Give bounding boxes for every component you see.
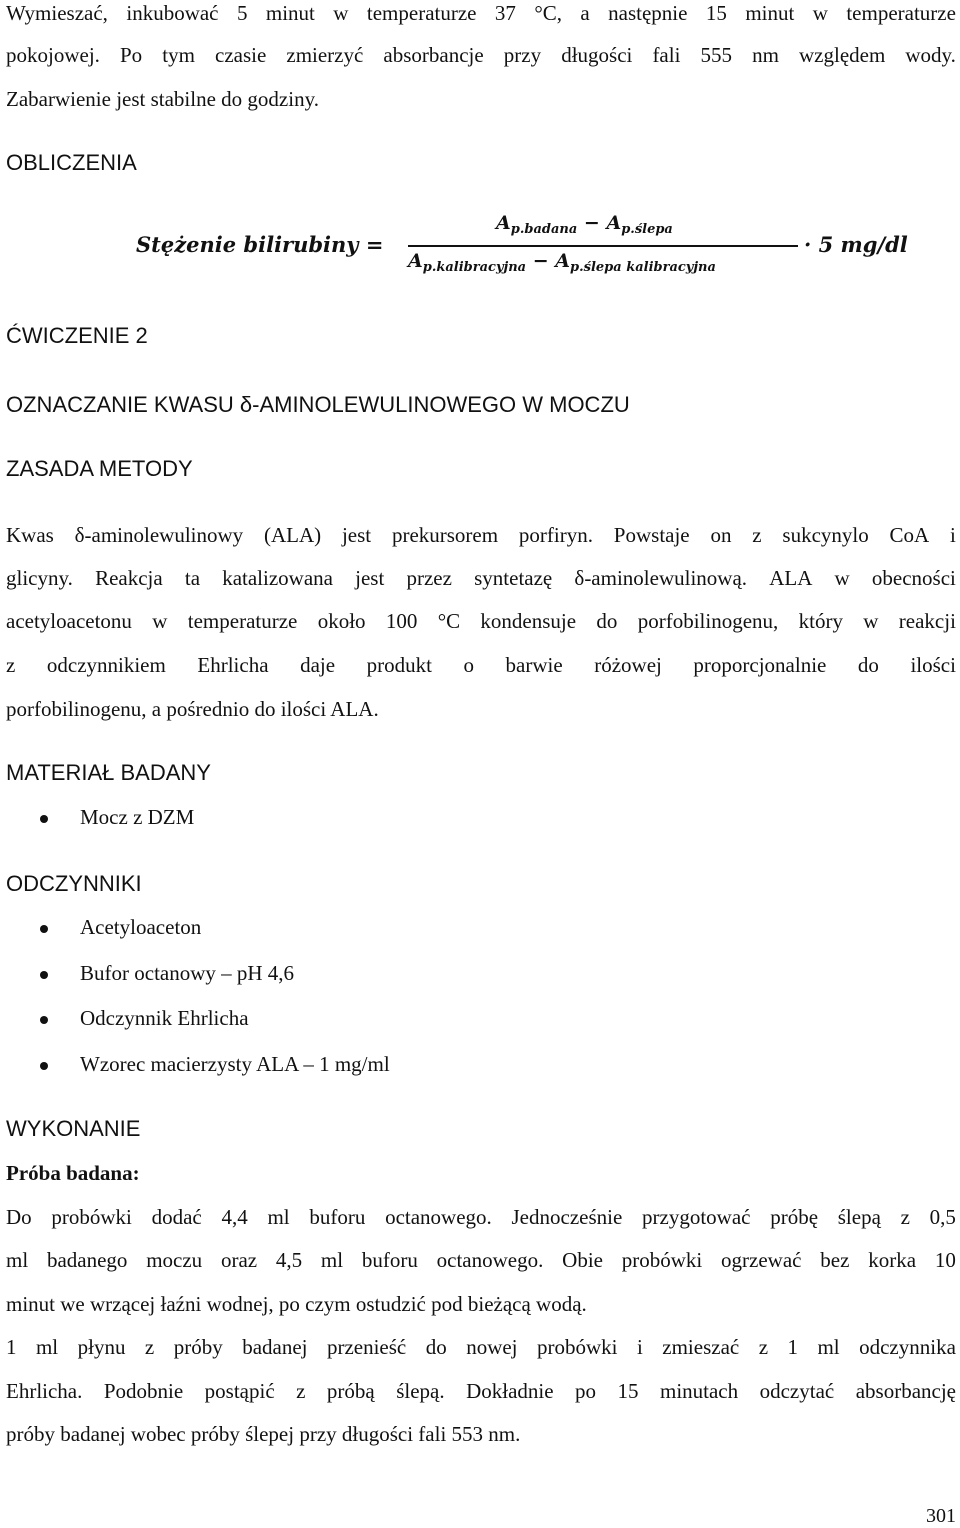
word: ślepą [837, 1205, 881, 1229]
word: z [752, 523, 762, 547]
word: badanego [46, 1248, 128, 1272]
word: 1 [6, 1335, 17, 1359]
word: zmierzyć [286, 43, 364, 67]
word: nm [752, 43, 779, 67]
word: on [710, 523, 732, 547]
word: ml [817, 1335, 840, 1359]
word: badanej [242, 1335, 308, 1359]
principle-line-3 [6, 609, 956, 634]
word: porfiryn. [518, 523, 593, 547]
word: ml [267, 1205, 290, 1229]
word: z [900, 1205, 910, 1229]
procedure-line-2 [6, 1248, 956, 1273]
word: Do [6, 1205, 32, 1229]
word: jest [341, 523, 372, 547]
word: minutach [659, 1379, 739, 1403]
word: sukcynylo [782, 523, 869, 547]
word: proporcjonalnie [693, 653, 827, 677]
word: barwie [505, 653, 563, 677]
word: około [317, 609, 366, 633]
word: do [596, 609, 618, 633]
word: 15 [617, 1379, 639, 1403]
intro-line-1 [6, 1, 956, 26]
formula-rhs: · 5 mg/dl [804, 232, 908, 257]
word: kondensuje [480, 609, 577, 633]
word: długości [561, 43, 633, 67]
word: temperaturze [846, 1, 956, 25]
word: ogrzewać [721, 1248, 802, 1272]
word: ml [320, 1248, 344, 1272]
bullet-dot [40, 1016, 48, 1024]
word: Obie [562, 1248, 603, 1272]
principle-line-5: porfobilinogenu, a pośrednio do ilości ALA. [6, 697, 379, 721]
word: następnie [608, 1, 688, 25]
word: o [463, 653, 474, 677]
word: Wymieszać, [6, 1, 108, 25]
word: Podobnie [103, 1379, 184, 1403]
word: w [152, 609, 168, 633]
reagent-item: Wzorec macierzysty ALA – 1 mg/ml [80, 1052, 390, 1076]
word: 37 [494, 1, 516, 25]
word: ml [35, 1335, 59, 1359]
word: Powstaje [613, 523, 690, 547]
word: z [296, 1379, 306, 1403]
word: δ-aminolewulinowy [74, 523, 244, 547]
word: ALA [769, 566, 813, 590]
word: do [857, 653, 879, 677]
reagents-heading: ODCZYNNIKI [6, 871, 142, 896]
word: wody. [905, 43, 956, 67]
word: octanowego. [436, 1248, 544, 1272]
word: ta [184, 566, 201, 590]
word: fali [652, 43, 681, 67]
word: różowej [594, 653, 662, 677]
word: porfobilinogenu, [637, 609, 779, 633]
word: 0,5 [929, 1205, 956, 1229]
word: próby [173, 1335, 223, 1359]
word: obecności [871, 566, 956, 590]
word: buforu [361, 1248, 418, 1272]
word: przy [503, 43, 542, 67]
word: w [863, 609, 879, 633]
word: inkubować [126, 1, 219, 25]
calc-heading: OBLICZENIA [6, 150, 137, 175]
word: próbą [326, 1379, 375, 1403]
procedure-line-3: minut we wrzącej łaźni wodnej, po czym ostudzić pod bieżącą wodą. [6, 1292, 587, 1316]
word: probówki [621, 1248, 703, 1272]
word: (ALA) [264, 523, 322, 547]
principle-line-4 [6, 653, 956, 678]
word: produkt [366, 653, 432, 677]
word: do [425, 1335, 447, 1359]
word: z [758, 1335, 769, 1359]
sample-heading: Próba badana: [6, 1161, 140, 1185]
word: temperaturze [366, 1, 477, 25]
bullet-dot [40, 815, 48, 823]
word: daje [300, 653, 336, 677]
word: Jednocześnie [511, 1205, 623, 1229]
intro-line-3: Zabarwienie jest stabilne do godziny. [6, 87, 319, 111]
word: ml [6, 1248, 29, 1272]
word: nowej [466, 1335, 518, 1359]
word: absorbancje [383, 43, 484, 67]
word: glicyny. [6, 566, 73, 590]
word: czasie [215, 43, 267, 67]
reagent-item: Odczynnik Ehrlicha [80, 1006, 249, 1030]
formula-numerator: $A_{p.badana} - A_{p.ślepa}$ [496, 212, 673, 237]
word: CoA [889, 523, 930, 547]
word: syntetazę [474, 566, 553, 590]
word: korka [868, 1248, 917, 1272]
word: 4,5 [275, 1248, 303, 1272]
word: tym [162, 43, 195, 67]
word: ilości [910, 653, 956, 677]
word: katalizowana [222, 566, 333, 590]
word: acetyloacetonu [6, 609, 132, 633]
word: względem [799, 43, 886, 67]
word: 100 [385, 609, 418, 633]
formula-denominator: $A_{p.kalibracyjna} - A_{p.ślepa kalibracyjna}$ [408, 250, 716, 275]
word: probówki [51, 1205, 132, 1229]
word: minut [265, 1, 315, 25]
word: Dokładnie [466, 1379, 554, 1403]
bilirubin-formula [136, 212, 916, 284]
principle-heading: ZASADA METODY [6, 456, 193, 481]
word: Reakcja [95, 566, 163, 590]
procedure-heading: WYKONANIE [6, 1116, 141, 1141]
word: buforu [309, 1205, 366, 1229]
word: w [812, 1, 828, 25]
word: w [834, 566, 850, 590]
word: postąpić [204, 1379, 275, 1403]
procedure-line-6: próby badanej wobec próby ślepej przy długości fali 553 nm. [6, 1422, 521, 1446]
word: absorbancję [855, 1379, 956, 1403]
word: odczytać [759, 1379, 835, 1403]
procedure-line-4 [6, 1335, 956, 1360]
word: minut [745, 1, 795, 25]
word: 4,4 [221, 1205, 248, 1229]
bullet-dot [40, 925, 48, 933]
formula-lhs: Stężenie bilirubiny = [136, 232, 384, 257]
word: pokojowej. [6, 43, 100, 67]
word: 10 [934, 1248, 956, 1272]
word: 5 [236, 1, 248, 25]
word: płynu [77, 1335, 126, 1359]
word: który [798, 609, 843, 633]
word: oraz [220, 1248, 258, 1272]
word: 15 [705, 1, 727, 25]
procedure-line-1 [6, 1205, 956, 1230]
word: zmieszać [662, 1335, 740, 1359]
bullet-dot [40, 971, 48, 979]
word: przez [406, 566, 452, 590]
material-item: Mocz z DZM [80, 805, 195, 829]
word: δ-aminolewulinową. [574, 566, 748, 590]
word: odczynnika [859, 1335, 956, 1359]
word: 1 [787, 1335, 798, 1359]
word: °C, [534, 1, 562, 25]
word: z [144, 1335, 155, 1359]
reagent-item: Acetyloaceton [80, 915, 202, 939]
material-heading: MATERIAŁ BADANY [6, 760, 211, 785]
word: próbę [770, 1205, 819, 1229]
word: octanowego. [385, 1205, 492, 1229]
word: odczynnikiem [46, 653, 166, 677]
word: Kwas [6, 523, 54, 547]
word: Ehrlicha [197, 653, 269, 677]
page-number: 301 [926, 1505, 956, 1527]
word: 555 [700, 43, 732, 67]
word: z [6, 653, 16, 677]
word: po [575, 1379, 597, 1403]
fraction-bar [408, 245, 798, 247]
word: ślepą. [396, 1379, 445, 1403]
word: bez [820, 1248, 850, 1272]
word: jest [355, 566, 385, 590]
page-title: OZNACZANIE KWASU δ-AMINOLEWULINOWEGO W MOCZU [6, 392, 630, 417]
word: dodać [151, 1205, 202, 1229]
intro-line-2 [6, 43, 956, 68]
procedure-line-5 [6, 1379, 956, 1404]
word: a [580, 1, 590, 25]
word: temperaturze [187, 609, 298, 633]
word: Ehrlicha. [6, 1379, 83, 1403]
word: przenieść [326, 1335, 407, 1359]
word: moczu [146, 1248, 203, 1272]
word: Po [119, 43, 143, 67]
reagent-item: Bufor octanowy – pH 4,6 [80, 961, 295, 985]
word: prekursorem [391, 523, 499, 547]
word: i [636, 1335, 643, 1359]
word: w [333, 1, 349, 25]
principle-line-1 [6, 523, 956, 548]
word: °C [437, 609, 461, 633]
exercise-heading: ĆWICZENIE 2 [6, 323, 148, 348]
word: probówki [536, 1335, 618, 1359]
principle-line-2 [6, 566, 956, 591]
word: przygotować [642, 1205, 751, 1229]
word: i [950, 523, 956, 547]
word: reakcji [898, 609, 956, 633]
bullet-dot [40, 1062, 48, 1070]
